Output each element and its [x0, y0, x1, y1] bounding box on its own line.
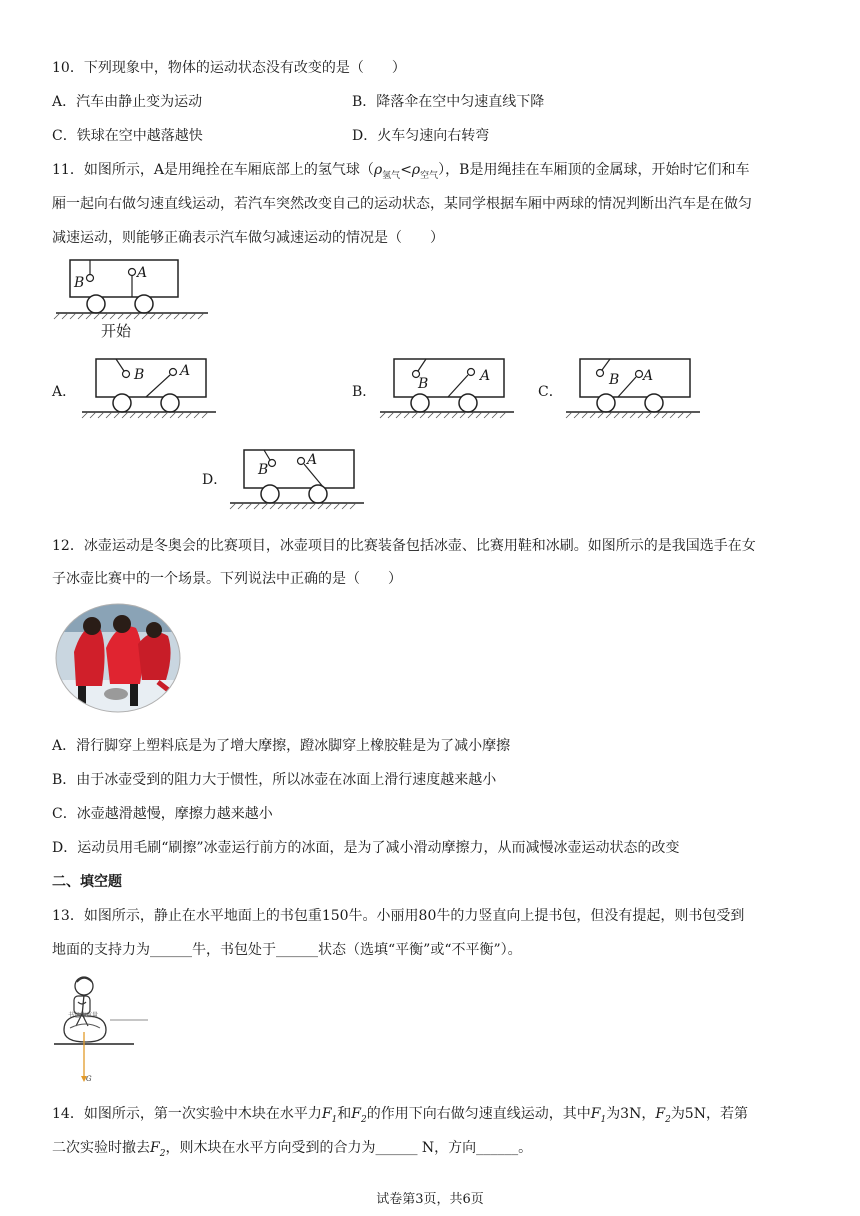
opt-a-ball-a-label: A: [180, 363, 191, 379]
q11-line2: 厢一起向右做匀速直线运动，若汽车突然改变自己的运动状态，某同学根据车厢中两球的情况判断出汽车是在做匀: [52, 196, 752, 212]
q12-line2: 子冰壶比赛中的一个场景。下列说法中正确的是（ ）: [52, 571, 402, 587]
q11-option-a-label: A．: [52, 384, 77, 400]
q13-line1: 13．如图所示，静止在水平地面上的书包重150牛。小丽用80牛的力竖直向上提书包，但没有提起，则书包受到: [52, 908, 745, 924]
q13-line2: 地面的支持力为______牛，书包处于______状态（选填“平衡”或“不平衡”）。: [52, 942, 522, 958]
start-label: 开始: [101, 322, 132, 340]
q14-line2: 二次实验时撤去$F_2$，则木块在水平方向受到的合力为______ N，方向______。: [52, 1140, 533, 1159]
q10-option-b: B．降落伞在空中匀速直线下降: [352, 94, 545, 110]
schoolbag-weight-label: 书包的重量: [68, 1012, 99, 1019]
q10-option-a: A．汽车由静止变为运动: [52, 94, 203, 110]
q10-option-c: C．铁球在空中越落越快: [52, 128, 203, 144]
q11-option-b-label: B．: [352, 384, 377, 400]
q10-option-d: D．火车匀速向右转弯: [352, 128, 490, 144]
q11-option-a-figure: [80, 355, 220, 425]
q11-option-c-figure: [564, 355, 704, 425]
start-ball-a-label: A: [137, 265, 148, 281]
q11-option-d-figure: [228, 446, 368, 516]
opt-c-ball-b-label: B: [609, 372, 620, 388]
q12-option-d: D．运动员用毛刷“刷擦”冰壶运行前方的冰面，是为了减小滑动摩擦力，从而减慢冰壶运动状态的改变: [52, 840, 680, 856]
schoolbag-figure: [52, 972, 152, 1088]
gravity-label: G: [86, 1075, 92, 1083]
curling-photo: [54, 602, 184, 716]
q12-option-b: B．由于冰壶受到的阻力大于惯性，所以冰壶在冰面上滑行速度越来越小: [52, 772, 497, 788]
section-title: 二、填空题: [52, 874, 122, 890]
opt-b-ball-a-label: A: [480, 368, 491, 384]
q12-option-c: C．冰壶越滑越慢，摩擦力越来越小: [52, 806, 273, 822]
q14-line1: 14．如图所示，第一次实验中木块在水平力$F_1$和$F_2$的作用下向右做匀速直线运动，其中$F_1$为3N，$F_2$为5N，若第: [52, 1106, 748, 1125]
opt-d-ball-a-label: A: [307, 452, 318, 468]
opt-a-ball-b-label: B: [134, 367, 145, 383]
q11-option-d-label: D．: [202, 472, 228, 488]
q12-option-a: A．滑行脚穿上塑料底是为了增大摩擦，蹬冰脚穿上橡胶鞋是为了减小摩擦: [52, 738, 511, 754]
q10-stem: 10．下列现象中，物体的运动状态没有改变的是（ ）: [52, 60, 406, 76]
start-ball-b-label: B: [74, 275, 85, 291]
opt-c-ball-a-label: A: [643, 368, 654, 384]
opt-d-ball-b-label: B: [258, 462, 269, 478]
page-footer: 试卷第3页，共6页: [376, 1192, 484, 1207]
q11-line3: 减速运动，则能够正确表示汽车做匀减速运动的情况是（ ）: [52, 230, 444, 246]
q11-option-c-label: C．: [538, 384, 563, 400]
q11-option-b-figure: [378, 355, 518, 425]
q11-line1: 11．如图所示，A是用绳拴在车厢底部上的氢气球$(\rho_{氢气}<\rho_{空气})$，B是用绳挂在车厢顶的金属球，开始时它们和车: [52, 162, 750, 181]
q12-line1: 12．冰壶运动是冬奥会的比赛项目，冰壶项目的比赛装备包括冰壶、比赛用鞋和冰刷。如图所示的是我国选手在女: [52, 538, 756, 554]
opt-b-ball-b-label: B: [418, 376, 429, 392]
